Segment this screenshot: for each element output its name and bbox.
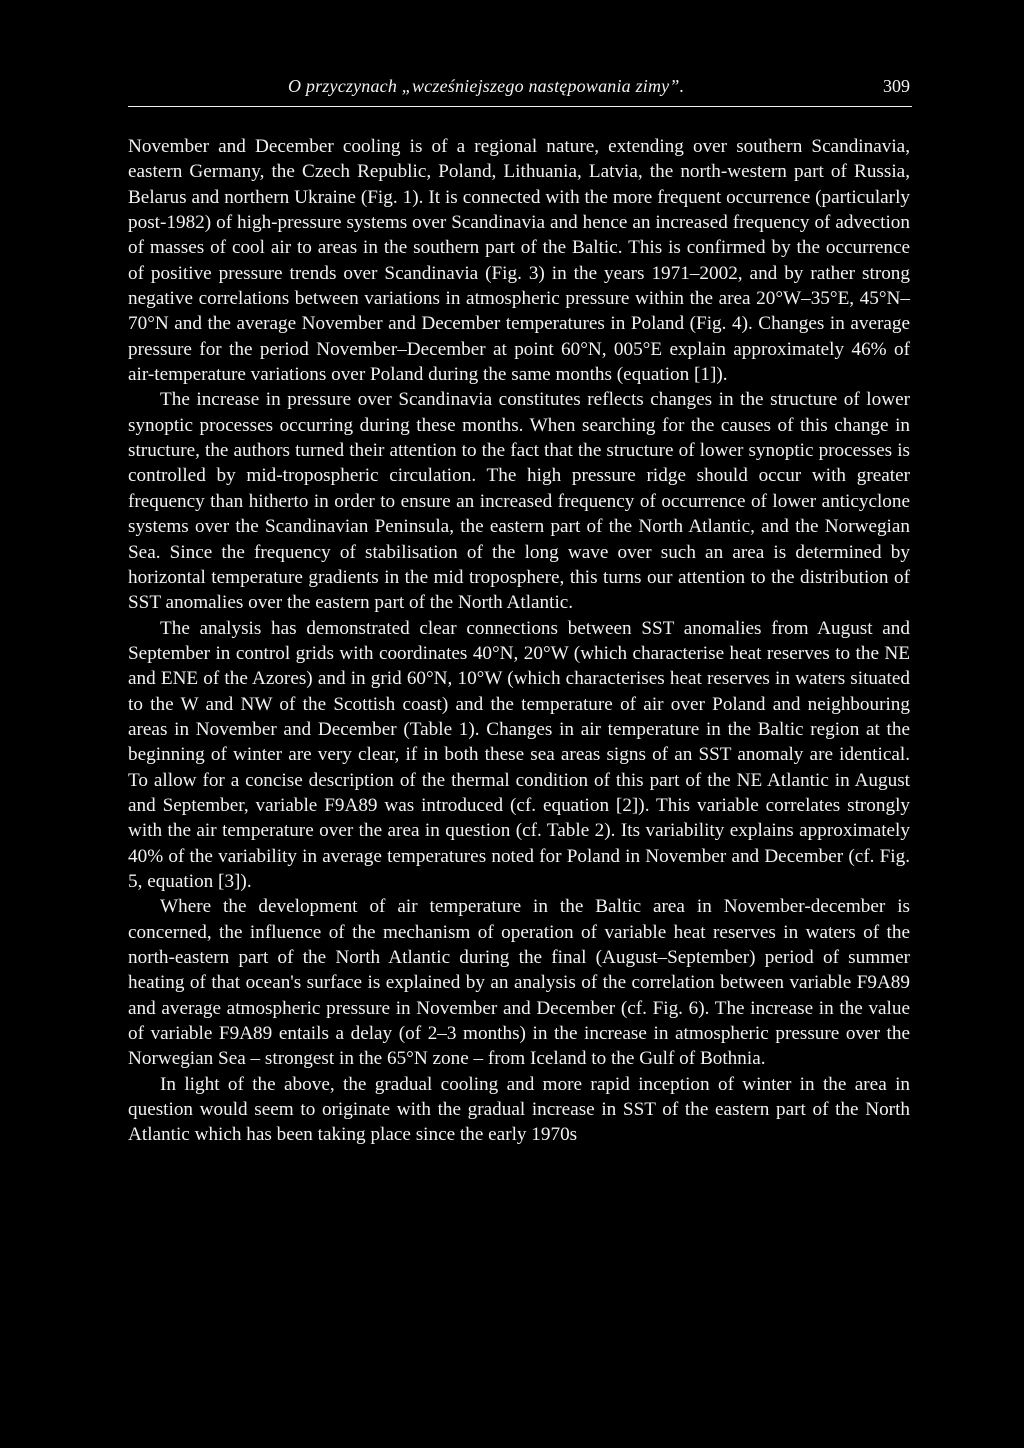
paragraph-3: The analysis has demonstrated clear connections between SST anomalies from August and September in control grids with coordinates 40°N, 20°W (which characterise heat reserves to the NE and ENE of the Azores) and in grid 60°N, 10°W (which characterises heat reserves in waters situated to the W and NW of the Scottish coast) and the temperature of air over Poland and neighbouring areas in November and December (Table 1). Changes in air temperature in the Baltic region at the beginning of winter are very clear, if in both these sea areas signs of an SST anomaly are identical. To allow for a concise description of the thermal condition of this part of the NE Atlantic in August and September, variable F9A89 was introduced (cf. equation [2]). This variable correlates strongly with the air temperature over the area in question (cf. Table 2). Its variability explains approximately 40% of the variability in average temperatures noted for Poland in November and December (cf. Fig. 5, equation [3]).: [128, 617, 910, 892]
paragraph-1: November and December cooling is of a regional nature, extending over southern Scandinavia, eastern Germany, the Czech Republic, Poland, Lithuania, Latvia, the north-western part of Russia, Belarus and northern Ukraine (Fig. 1). It is connected with the more frequent occurrence (particularly post-1982) of high-pressure systems over Scandinavia and hence an increased frequency of advection of masses of cool air to areas in the southern part of the Baltic. This is confirmed by the occurrence of positive pressure trends over Scandinavia (Fig. 3) in the years 1971–2002, and by rather strong negative correlations between variations in atmospheric pressure within the area 20°W–35°E, 45°N–70°N and the average November and December temperatures in Poland (Fig. 4). Changes in average pressure for the period November–December at point 60°N, 005°E explain approximately 46% of air-temperature variations over Poland during the same months (equation [1]).: [128, 136, 910, 386]
page-number: 309: [883, 76, 910, 96]
running-title: O przyczynach „wcześniejszego następowania zimy”.: [288, 76, 685, 96]
paragraph-5: In light of the above, the gradual cooling and more rapid inception of winter in the area in question would seem to originate with the gradual increase in SST of the eastern part of the North Atlantic which has been taking place since the early 1970s: [128, 1073, 910, 1146]
paragraph-4: Where the development of air temperature in the Baltic area in November-december is concerned, the influence of the mechanism of operation of variable heat reserves in waters of the north-eastern part of the North Atlantic during the final (August–September) period of summer heating of that ocean's surface is explained by an analysis of the correlation between variable F9A89 and average atmospheric pressure in November and December (cf. Fig. 6). The increase in the value of variable F9A89 entails a delay (of 2–3 months) in the increase in atmospheric pressure over the Norwegian Sea – strongest in the 65°N zone – from Iceland to the Gulf of Bothnia.: [128, 896, 910, 1070]
header-rule: [128, 106, 912, 107]
article-body: [128, 134, 910, 1148]
paragraph-2: The increase in pressure over Scandinavia constitutes reflects changes in the structure of lower synoptic processes occurring during these months. When searching for the causes of this change in structure, the authors turned their attention to the fact that the structure of lower synoptic processes is controlled by mid-tropospheric circulation. The high pressure ridge should occur with greater frequency than hitherto in order to ensure an increased frequency of occurrence of lower anticyclone systems over the Scandinavian Peninsula, the eastern part of the North Atlantic, and the Norwegian Sea. Since the frequency of stabilisation of the long wave over such an area is determined by horizontal temperature gradients in the mid troposphere, this turns our attention to the distribution of SST anomalies over the eastern part of the North Atlantic.: [128, 389, 910, 614]
page-header: [128, 76, 912, 106]
